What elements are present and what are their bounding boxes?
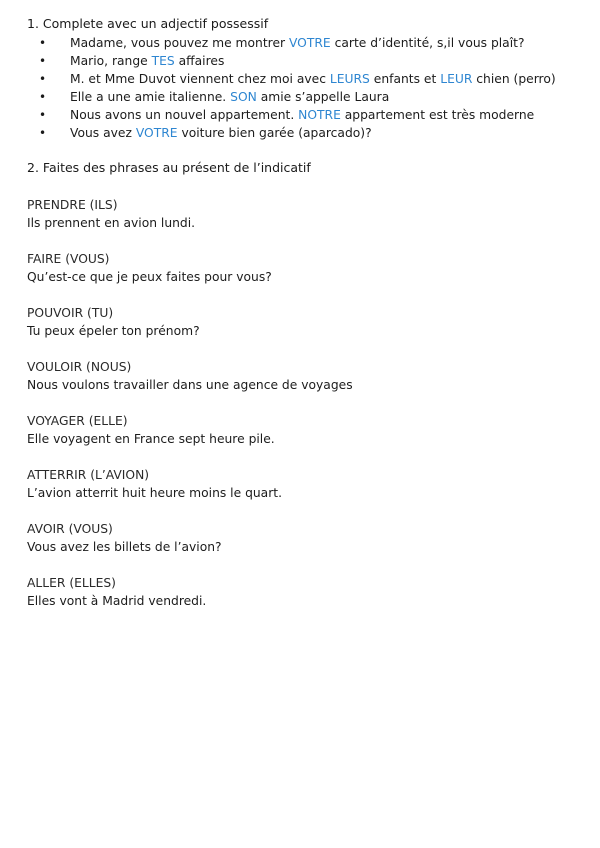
possessive-answer: LEUR <box>440 72 473 86</box>
sentence-answer: Ils prennent en avion lundi. <box>27 216 196 230</box>
bullet-icon: • <box>39 126 47 140</box>
possessive-answer: VOTRE <box>135 126 178 140</box>
exercise-block <box>27 358 353 394</box>
exercise-block <box>27 196 195 232</box>
possessive-answer: TES <box>151 54 175 68</box>
bullet-icon: • <box>39 108 47 122</box>
verb-prompt: VOULOIR (NOUS) <box>27 360 132 374</box>
possessive-answer: VOTRE <box>288 36 331 50</box>
exercise-block <box>27 250 272 286</box>
sentence-answer: Elle voyagent en France sept heure pile. <box>27 432 275 446</box>
possessive-answer: LEURS <box>329 72 370 86</box>
exercise-block <box>27 304 200 340</box>
list-item-text: Nous avons un nouvel appartement. NOTRE appartement est très moderne <box>70 108 535 122</box>
sentence-answer: Nous voulons travailler dans une agence de voyages <box>27 378 353 392</box>
list-item-text: Elle a une amie italienne. SON amie s’appelle Laura <box>70 90 390 104</box>
bullet-icon: • <box>39 72 47 86</box>
verb-prompt: POUVOIR (TU) <box>27 306 114 320</box>
verb-prompt: PRENDRE (ILS) <box>27 198 118 212</box>
verb-prompt: ATTERRIR (L’AVION) <box>27 468 150 482</box>
exercise-block <box>27 412 275 448</box>
sentence-answer: Elles vont à Madrid vendredi. <box>27 594 207 608</box>
list-item-text: Vous avez VOTRE voiture bien garée (aparcado)? <box>70 126 372 140</box>
bullet-icon: • <box>39 90 47 104</box>
bullet-icon: • <box>39 54 47 68</box>
verb-prompt: VOYAGER (ELLE) <box>27 414 128 428</box>
exercise-block <box>27 466 282 502</box>
list-item-text: Mario, range TES affaires <box>70 54 225 68</box>
sentence-answer: L’avion atterrit huit heure moins le quart. <box>27 486 282 500</box>
list-item-text: M. et Mme Duvot viennent chez moi avec LEURS enfants et LEUR chien (perro) <box>70 72 556 86</box>
verb-prompt: FAIRE (VOUS) <box>27 252 110 266</box>
section-2-heading: 2. Faites des phrases au présent de l’indicatif <box>27 160 311 175</box>
verb-prompt: AVOIR (VOUS) <box>27 522 113 536</box>
possessive-answer: SON <box>230 90 257 104</box>
section-1-heading: 1. Complete avec un adjectif possessif <box>27 16 269 31</box>
verb-prompt: ALLER (ELLES) <box>27 576 116 590</box>
sentence-answer: Vous avez les billets de l’avion? <box>27 540 222 554</box>
sentence-answer: Qu’est-ce que je peux faites pour vous? <box>27 270 272 284</box>
exercise-block <box>27 574 206 610</box>
exercise-block <box>27 520 222 556</box>
sentence-answer: Tu peux épeler ton prénom? <box>27 324 200 338</box>
possessive-answer: NOTRE <box>298 108 341 122</box>
list-item-text: Madame, vous pouvez me montrer VOTRE carte d’identité, s,il vous plaît? <box>70 36 525 50</box>
bullet-icon: • <box>39 36 47 50</box>
